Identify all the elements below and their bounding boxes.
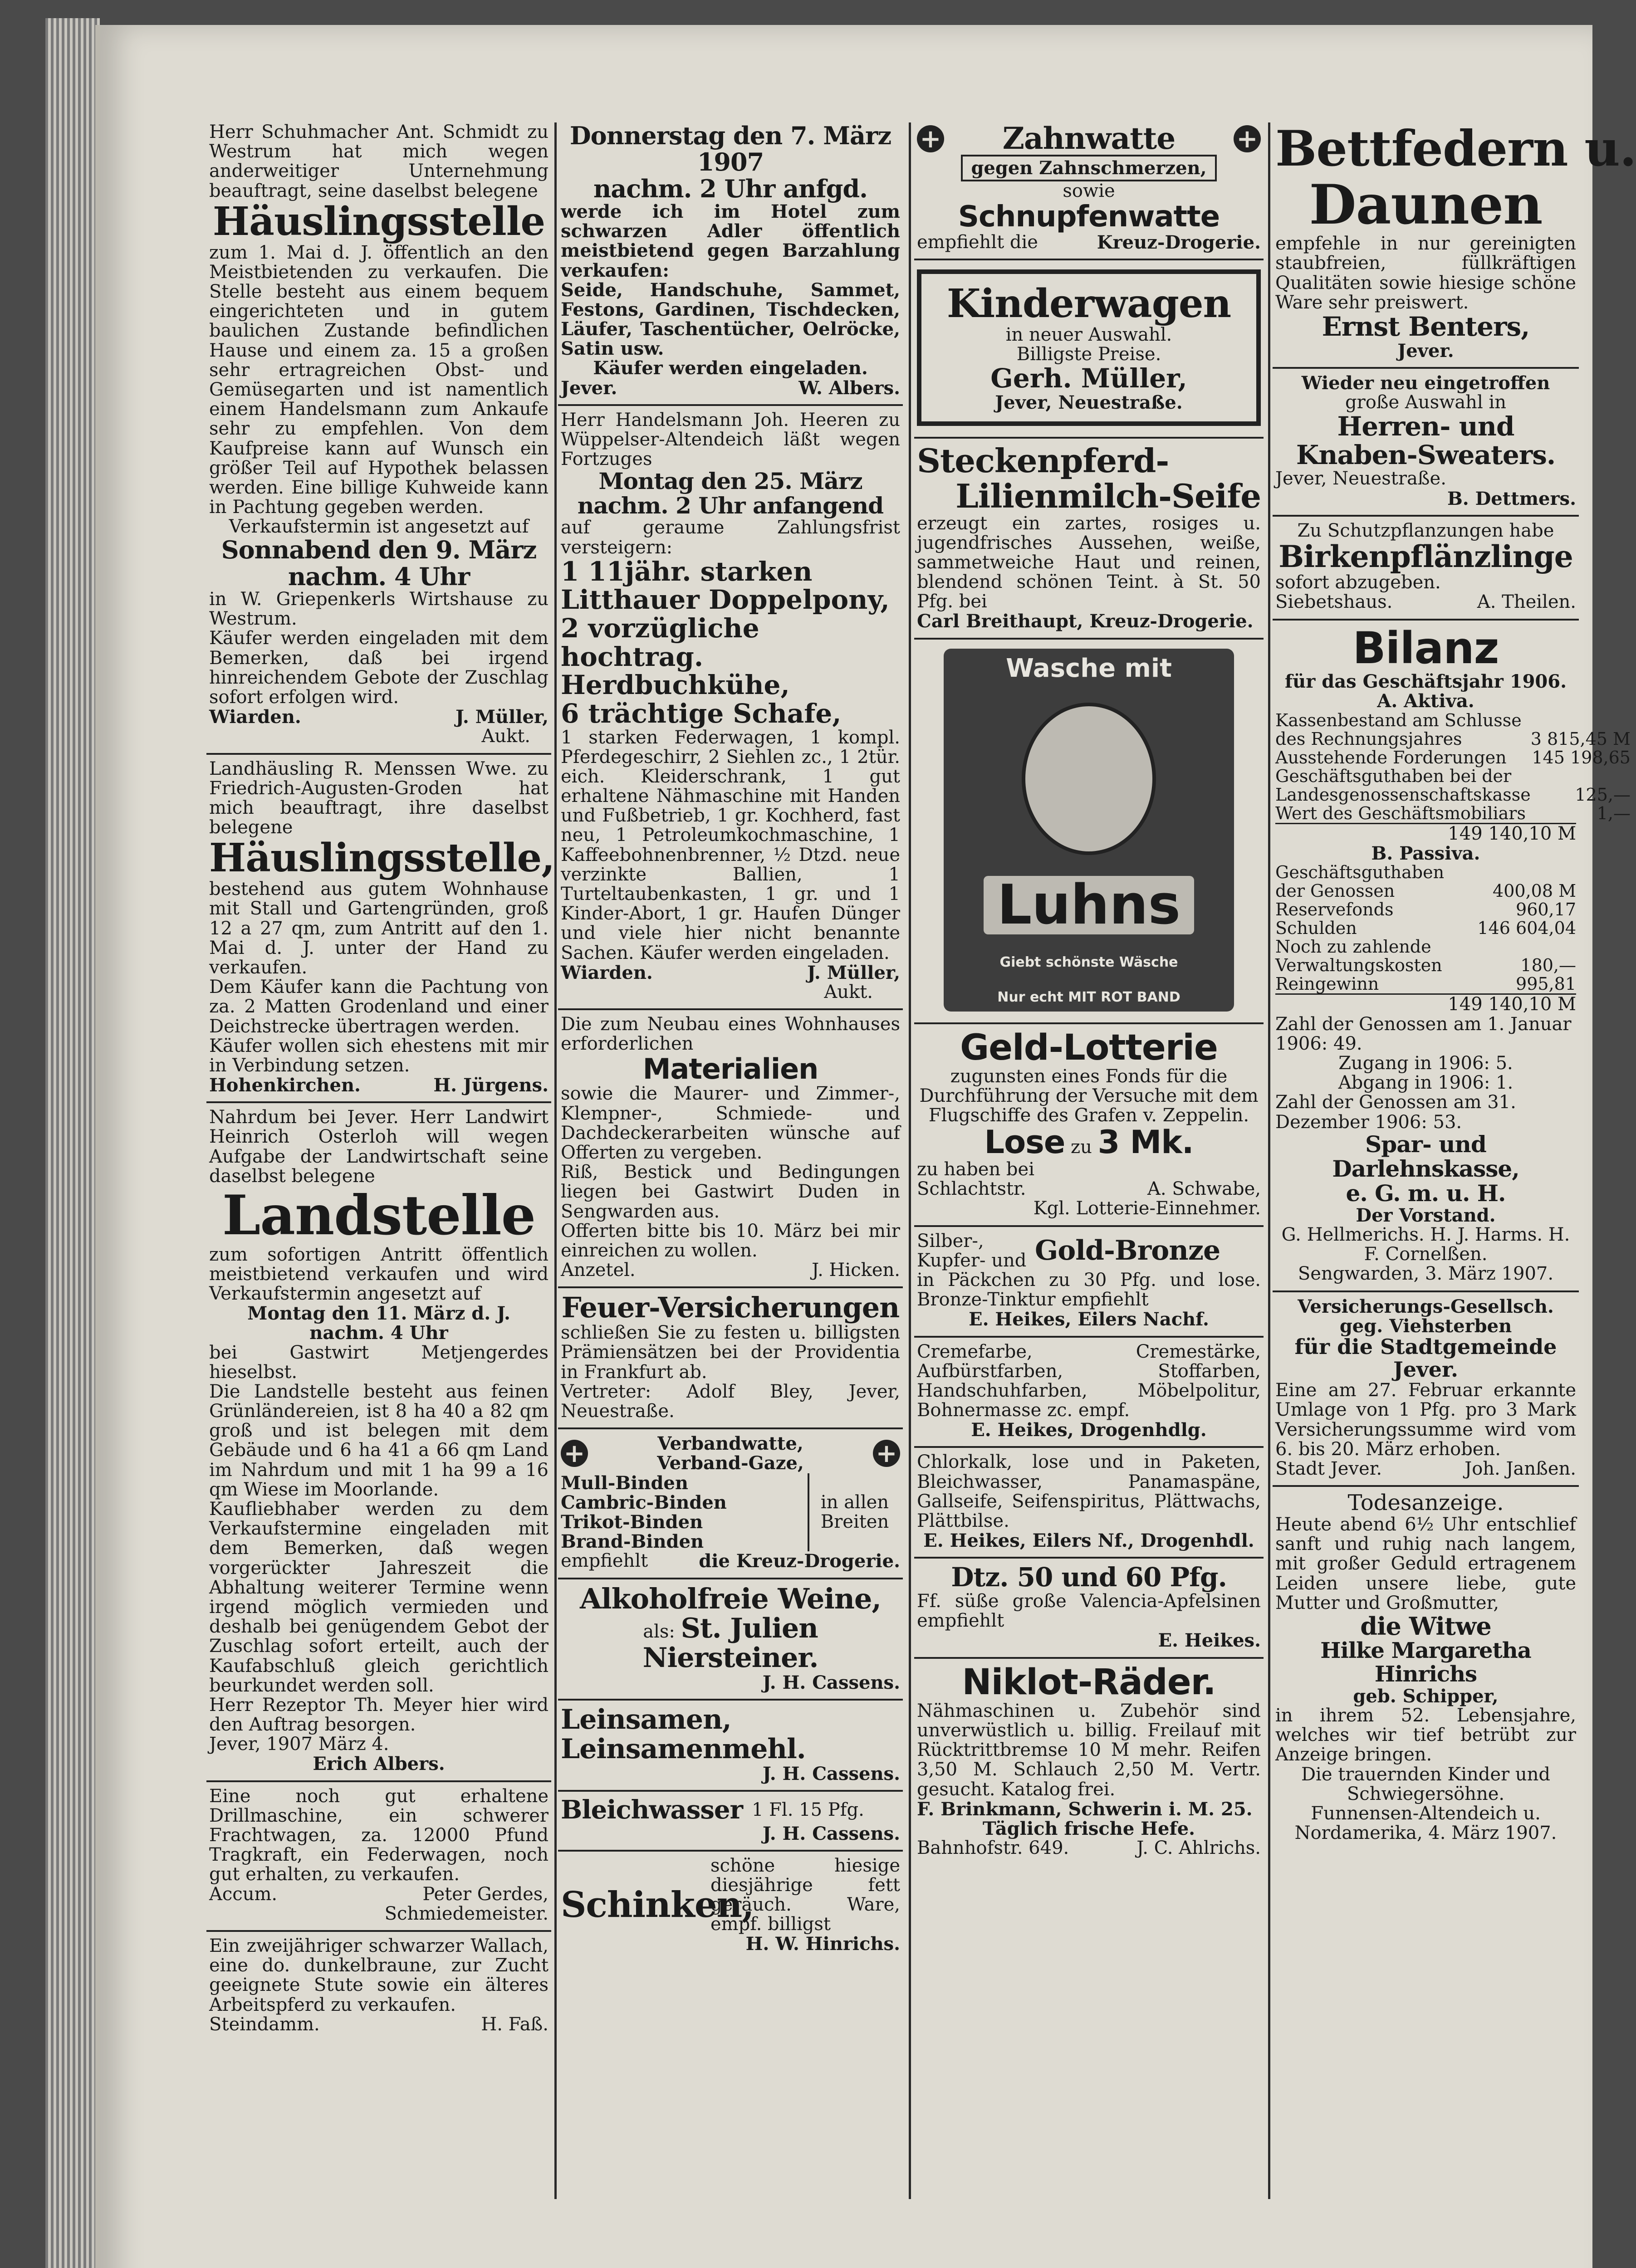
ad-body: werde ich im Hotel zum schwarzen Adler öffentlich meistbietend gegen Barzahlung verkaufen: [561, 200, 900, 281]
ad-signature [209, 1075, 549, 1095]
ad-chlorkalk [914, 1448, 1264, 1559]
ad-headline: Verbandwatte, [657, 1433, 803, 1455]
ad-geld-lotterie [914, 1024, 1264, 1227]
ad-headline: Herren- und Knaben-Sweaters. [1296, 411, 1556, 470]
ad-text: Käufer werden eingeladen. [593, 357, 868, 379]
ad-headline: Materialien [642, 1052, 818, 1085]
binden-item: Cambric-Binden [561, 1491, 727, 1513]
ad-body: Vertreter: Adolf Bley, Jever, Neuestraße. [561, 1381, 900, 1422]
binden-item: Mull-Binden [561, 1472, 688, 1494]
sig-place: Anzetel. [561, 1260, 636, 1281]
ad-signature [209, 2015, 549, 2034]
ad-signature [561, 378, 900, 398]
ad-slogan: Giebt schönste Wäsche [999, 954, 1178, 970]
ad-headline: für die Stadtgemeinde Jever. [1294, 1334, 1557, 1382]
sig-name: E. Heikes, Eilers Nachf. [969, 1309, 1209, 1330]
red-cross-icon: + [917, 125, 944, 152]
sig-name: B. Dettmers. [1447, 488, 1576, 509]
ad-body: Die Landstelle besteht aus feinen Grünländereien, ist 8 ha 40 a 82 qm groß und ist belegen mit dem Gebäude und 6 ha 41 a 66 qm Land im Nahrdum und mit 1 ha 99 a 16 qm Wiese im Moorlande. [209, 1381, 549, 1500]
ad-viehversicherung [1273, 1292, 1579, 1487]
ad-headline: Gold-Bronze [1035, 1235, 1220, 1267]
ad-intro: Die zum Neubau eines Wohnhauses erforderlichen [561, 1014, 900, 1055]
ad-haeuslingsstelle-westrum [206, 118, 551, 755]
ad-body: Offerten bitte bis 10. März bei mir einreichen zu wollen. [561, 1220, 900, 1261]
ad-signature [561, 1551, 900, 1571]
book-spine [45, 18, 100, 2268]
ad-alkoholfreie-weine [558, 1579, 903, 1701]
sig-place: Bahnhofstr. 649. [917, 1838, 1069, 1859]
ad-text: zu haben bei [917, 1159, 1034, 1180]
balance-row [1275, 748, 1631, 767]
ad-item: Lose [984, 1124, 1065, 1161]
column-rule [909, 122, 911, 2199]
ad-text: in neuer Auswahl. [1005, 324, 1172, 345]
ad-body: zugunsten eines Fonds für die Durchführung der Versuche mit dem Flugschiffe des Grafen v. Zeppelin. [919, 1066, 1259, 1126]
ad-body: Riß, Bestick und Bedingungen liegen bei Gastwirt Duden in Sengwarden aus. [561, 1162, 900, 1222]
sig-name: W. Albers. [798, 377, 900, 399]
ad-text: Zahl der Genossen am 1. Januar 1906: 49. [1275, 1013, 1572, 1054]
sig-place: Hohenkirchen. [209, 1075, 361, 1096]
sig-title: Aukt. [824, 981, 873, 1002]
ad-text: bei Gastwirt Metjengerdes hieselbst. [209, 1342, 549, 1383]
ad-time: nachm. 2 Uhr anfgd. [593, 174, 867, 203]
balance-row [1275, 900, 1576, 919]
ad-text: große Auswahl in [1345, 391, 1506, 413]
sig-name: E. Heikes. [1158, 1630, 1261, 1652]
org-name: Spar- und Darlehnskasse, [1332, 1130, 1519, 1182]
ad-headline: Schinken, [561, 1884, 754, 1926]
ad-headline: Donnerstag den 7. März 1907 [569, 121, 891, 177]
sig-place: Schlachtstr. [917, 1178, 1026, 1200]
ad-headline: Kinderwagen [946, 280, 1231, 327]
ad-text: Die trauernden Kinder und Schwiegersöhne. [1301, 1764, 1551, 1804]
column-4 [1273, 118, 1636, 2208]
ad-headline: Alkoholfreie Weine, [580, 1582, 881, 1615]
passiva-table [1275, 863, 1576, 993]
balance-label: Reservefonds [1275, 899, 1394, 920]
ad-frame [917, 269, 1261, 426]
ad-date: Sonnabend den 9. März [221, 535, 537, 565]
column-1 [206, 118, 555, 2208]
balance-label: Noch zu zahlende Verwaltungskosten [1275, 937, 1442, 976]
ad-text: empfiehlt die [917, 231, 1038, 253]
section-heading: B. Passiva. [1371, 843, 1480, 865]
balance-value: 146 604,04 [1477, 918, 1576, 938]
sig-name: J. Müller, [807, 962, 900, 983]
sig-name: Gerh. Müller, [990, 363, 1187, 394]
sig-name: die Kreuz-Drogerie. [699, 1550, 900, 1572]
ad-headline: Lilienmilch-Seife [955, 476, 1261, 515]
ad-body: zum sofortigen Antritt öffentlich meistbietend verkaufen und wird Verkaufstermin angesetzt auf [209, 1244, 549, 1304]
ad-leinsamen [558, 1701, 903, 1792]
ad-headline: Häuslingsstelle, [209, 835, 555, 881]
ad-date: Jever, 1907 März 4. [209, 1734, 389, 1755]
sig-name: J. Müller, [456, 706, 549, 728]
ad-item: Leinsamenmehl. [561, 1733, 806, 1765]
sig-name: J. C. Ahlrichs. [1136, 1838, 1261, 1859]
sig-place: Jever. [561, 377, 617, 399]
sig-place: Stadt Jever. [1275, 1458, 1382, 1479]
sig-place: Accum. [209, 1883, 278, 1905]
sig-name: Joh. Janßen. [1465, 1458, 1576, 1479]
ad-text: sowie [1063, 181, 1115, 202]
ad-item: 6 trächtige Schafe, [561, 698, 842, 729]
ad-body: bestehend aus gutem Wohnhause mit Stall und Gartengründen, groß 12 a 27 qm, zum Antritt auf den 1. Mai d. J. unter der Hand zu verkaufen. [209, 879, 549, 978]
balance-label: Reingewinn [1275, 974, 1379, 994]
ad-body: in ihrem 52. Lebensjahre, welches wir tief betrübt zur Anzeige bringen. [1275, 1705, 1576, 1765]
ad-headline: Schnupfenwatte [958, 200, 1220, 234]
sig-place: Jever. [1397, 340, 1454, 362]
ad-body: Nähmaschinen u. Zubehör sind unverwüstlich u. billig. Freilauf mit Rücktrittbremse 10 M mehr. Reifen 3,50 M. Schlauch 2,50 M. Vertr. gesucht. Katalog frei. [917, 1700, 1261, 1800]
ad-item: St. Julien [681, 1613, 818, 1645]
ad-headline: Bettfedern u. [1275, 120, 1636, 177]
ad-bettfedern [1273, 118, 1636, 369]
balance-value: 180,— [1520, 955, 1576, 976]
ad-text: in allen Breiten [820, 1491, 889, 1532]
ad-headline: Birkenpflänzlinge [1278, 538, 1573, 574]
ad-luhns [914, 640, 1264, 1024]
brand-logo: Luhns [984, 876, 1194, 935]
sig-name: Carl Breithaupt, Kreuz-Drogerie. [917, 611, 1254, 632]
ad-body: 1 starken Federwagen, 1 kompl. Pferdegeschirr, 2 Siehlen zc., 1 2tür. eich. Kleiderschrank, 1 gut erhaltene Nähmaschine mit Handen und Fußbetrieb, 1 gr. Kochherd, fast neu, 1 Petroleumkochmaschine, 1 Kaffeebohnenbrenner, ½ Dtzd. neue verzinkte Ballien, 1 Turteltaubenkasten, 1 gr. und 1 Kinder-Abort, 1 gr. Haufen Dünger und viele hier nicht benannte Sachen. Käufer werden eingeladen. [561, 727, 900, 963]
ad-text: Der Vorstand. [1356, 1204, 1496, 1226]
ad-birkenpflaenzlinge [1273, 517, 1579, 621]
ad-text: Käufer werden eingeladen mit dem Bemerken, daß bei irgend hinreichendem Gebote der Zuschlag sofort erfolgen wird. [209, 628, 549, 708]
balance-row [1275, 711, 1631, 748]
sig-name: H. Jürgens. [433, 1075, 549, 1096]
red-cross-icon: + [1234, 125, 1261, 152]
ad-price: 1 Fl. 15 Pfg. [752, 1799, 864, 1820]
ad-headline: Niklot-Räder. [962, 1662, 1216, 1703]
ad-headline: Verband-Gaze, [657, 1452, 804, 1474]
ad-intro: Herr Schuhmacher Ant. Schmidt zu Westrum hat mich wegen anderweitiger Unternehmung beauftragt, seine daselbst belegene [209, 122, 549, 201]
ad-headline: Feuer-Versicherungen [561, 1291, 900, 1325]
ad-auction-heeren [558, 406, 903, 1010]
column-3 [914, 118, 1264, 2208]
ad-date: Funnensen-Altendeich u. Nordamerika, 4. März 1907. [1294, 1803, 1557, 1844]
balance-label: Schulden [1275, 918, 1357, 938]
aktiva-total: 149 140,10 M [1275, 823, 1576, 844]
sig-name: E. Heikes, Eilers Nf., Drogenhdl. [923, 1530, 1254, 1552]
ad-kinderwagen [914, 260, 1264, 439]
ad-body: Käufer wollen sich ehestens mit mir in Verbindung setzen. [209, 1035, 549, 1076]
ad-body: Eine am 27. Februar erkannte Umlage von 1 Pfg. pro 3 Mark Versicherungssumme wird vom 6. bis 20. März erhoben. [1275, 1380, 1576, 1460]
ad-body: schöne hiesige diesjährige fett geräuch. Ware, empf. billigst [710, 1855, 900, 1935]
sig-name: A. Schwabe, [1147, 1178, 1261, 1200]
ad-signature [209, 1885, 549, 1904]
ad-zahnwatte [914, 118, 1264, 260]
ad-body: Ff. süße große Valencia-Apfelsinen empfiehlt [917, 1591, 1261, 1632]
luhns-illustration [944, 649, 1234, 1012]
ad-headline: Dtz. 50 und 60 Pfg. [951, 1562, 1227, 1593]
ad-signature [561, 1261, 900, 1280]
sig-name: H. W. Hinrichs. [745, 1933, 900, 1955]
ad-address: Jever, Neuestraße. [995, 391, 1183, 413]
sig-title: Aukt. [481, 726, 530, 747]
ad-boxed-text: gegen Zahnschmerzen, [961, 155, 1216, 181]
ad-body: Kaufliebhaber werden zu dem Verkaufstermine eingeladen mit dem Bemerken, daß wegen vorgerückter Jahreszeit die Abhaltung weiterer Termine wenn irgend möglich vermieden und deshalb bei genügendem Gebot der Zuschlag sofort erteilt, auch der Kaufabschluß gleich gerichtlich beurkundet werden soll. [209, 1499, 549, 1696]
ad-sweaters [1273, 369, 1579, 517]
ad-bilanz [1273, 621, 1631, 1292]
ad-body: Ein zweijähriger schwarzer Wallach, eine do. dunkelbraune, zur Zucht geeignete Stute sowie ein älteres Arbeitspferd zu verkaufen. [209, 1935, 549, 2015]
ad-text: Verkaufstermin ist angesetzt auf [229, 516, 529, 538]
sig-place: Wiarden. [561, 962, 653, 983]
ad-headline: Bleichwasser [561, 1795, 743, 1825]
balance-row [1275, 975, 1576, 993]
binden-list [561, 1473, 809, 1552]
ad-schinken [558, 1852, 903, 1960]
ad-steckenpferd [914, 439, 1264, 640]
ad-body: Eine noch gut erhaltene Drillmaschine, ein schwerer Frachtwagen, za. 12000 Pfund Tragkraft, ein Federwagen, noch gut erhalten, zu verkaufen. [209, 1785, 549, 1885]
balance-value: 145 198,65 [1532, 747, 1631, 767]
ad-signature [917, 1179, 1261, 1199]
balance-value: 3 815,45 M [1530, 728, 1631, 749]
ad-subheadline: für das Geschäftsjahr 1906. [1284, 671, 1567, 693]
ad-headline: Geld-Lotterie [960, 1027, 1218, 1068]
ad-item: Niersteiner. [642, 1642, 818, 1674]
ad-text: zu [1071, 1137, 1092, 1158]
ad-auction-albers [558, 118, 903, 406]
ad-body: sofort abzugeben. [1275, 572, 1441, 593]
aktiva-table [1275, 711, 1631, 823]
balance-row [1275, 863, 1576, 900]
ad-materialien [558, 1010, 903, 1288]
ad-text: Zahl der Genossen am 31. Dezember 1906: 53. [1275, 1092, 1516, 1133]
ad-item: Leinsamen, [561, 1704, 731, 1736]
balance-value: 1,— [1597, 803, 1631, 823]
balance-label: Kassenbestand am Schlusse des Rechnungsjahres [1275, 710, 1522, 749]
ad-item: 2 vorzügliche hochtrag. Herdbuchkühe, [561, 613, 790, 701]
sig-name: J. Hicken. [812, 1260, 900, 1281]
ad-headline: Versicherungs-Gesellsch. geg. Viehsterben [1298, 1295, 1554, 1337]
sig-name: A. Theilen. [1477, 591, 1576, 613]
ad-headline: Zahnwatte [1002, 121, 1176, 156]
sig-name: J. H. Cassens. [762, 1763, 900, 1784]
red-cross-icon: + [873, 1440, 900, 1467]
ad-text: Silber-, Kupfer- und [917, 1230, 1027, 1271]
ad-date: Sengwarden, 3. März 1907. [1298, 1263, 1554, 1285]
sig-name: Peter Gerdes, [422, 1883, 549, 1905]
ad-text: empfiehlt [561, 1550, 648, 1572]
ad-signature [209, 707, 549, 727]
ad-headline: Häuslingsstelle [212, 198, 545, 244]
ad-text: in W. Griepenkerls Wirtshause zu Westrum. [209, 589, 549, 630]
ad-bleichwasser [558, 1792, 903, 1852]
sig-name: J. H. Cassens. [762, 1823, 900, 1844]
ad-price: 3 Mk. [1097, 1124, 1194, 1161]
balance-label: Geschäftsguthaben der Genossen [1275, 862, 1445, 901]
ad-haeuslingsstelle-groden [206, 755, 555, 1104]
balance-value: 960,17 [1516, 899, 1576, 920]
sig-title: Kgl. Lotterie-Einnehmer. [1033, 1198, 1261, 1219]
sig-name: Kreuz-Drogerie. [1097, 231, 1261, 253]
balance-label: Ausstehende Forderungen [1275, 747, 1507, 767]
ad-text: Abgang in 1906: 1. [1338, 1072, 1514, 1094]
sig-place: Siebetshaus. [1275, 591, 1393, 613]
balance-row [1275, 767, 1631, 804]
boy-illustration-icon [1022, 703, 1156, 855]
ad-apfelsinen [914, 1559, 1264, 1658]
ad-signature [1275, 1459, 1576, 1479]
passiva-total: 149 140,10 M [1275, 993, 1576, 1014]
ad-body: empfehle in nur gereinigten staubfreien, füllkräftigen Qualitäten sowie hiesige schöne Ware sehr preiswert. [1275, 233, 1576, 313]
ad-headline: Wasche mit [1006, 653, 1172, 683]
ad-body: Cremefarbe, Cremestärke, Aufbürstfarben, Stoffarben, Handschuhfarben, Möbelpolitur, Bohnermasse zc. empf. [917, 1341, 1261, 1421]
balance-value: 995,81 [1516, 974, 1576, 994]
balance-label: Geschäftsguthaben bei der Landesgenossenschaftskasse [1275, 766, 1531, 805]
ad-signature [917, 233, 1261, 252]
ad-intro: Herr Handelsmann Joh. Heeren zu Wüppelser-Altendeich läßt wegen Fortzuges [561, 409, 900, 470]
sig-name: H. Faß. [481, 2014, 549, 2035]
sig-title: Schmiedemeister. [384, 1903, 549, 1924]
ad-body: erzeugt ein zartes, rosiges u. jugendfrisches Aussehen, weiße, sammetweiche Haut und reinen, blendend schönen Teint. à St. 50 Pfg. bei [917, 513, 1261, 612]
ad-headline: Wieder neu eingetroffen [1301, 372, 1550, 394]
column-2 [558, 118, 903, 2208]
balance-row [1275, 919, 1576, 938]
ad-time: nachm. 2 Uhr anfangend [577, 492, 884, 519]
ad-body: in Päckchen zu 30 Pfg. und lose. Bronze-Tinktur empfiehlt [917, 1269, 1261, 1310]
ad-intro: Zu Schutzpflanzungen habe [1297, 520, 1554, 541]
sig-name: E. Heikes, Drogenhdlg. [971, 1419, 1207, 1441]
ad-body: Heute abend 6½ Uhr entschlief sanft und ruhig nach langem, mit großer Geduld ertragenem Leiden unsere liebe, gute Mutter und Großmutter, [1275, 1514, 1576, 1613]
ad-headline: Daunen [1309, 172, 1543, 237]
ad-time: nachm. 4 Uhr [288, 562, 470, 591]
ad-gold-bronze [914, 1227, 1264, 1338]
ad-text: als: [643, 1621, 675, 1642]
column-rule [554, 122, 557, 2199]
column-rule [1268, 122, 1270, 2199]
ad-feuer-versicherungen [558, 1288, 903, 1429]
ad-body: Chlorkalk, lose und in Paketen, Bleichwasser, Panamaspäne, Gallseife, Seifenspiritus, Plättwachs, Plättbilse. [917, 1452, 1261, 1532]
sig-place: Jever, Neuestraße. [1275, 468, 1446, 489]
ad-date: Montag den 25. März [598, 468, 862, 495]
ad-body: Herr Rezeptor Th. Meyer hier wird den Auftrag besorgen. [209, 1694, 549, 1735]
binden-item: Brand-Binden [561, 1531, 704, 1553]
ad-body: sowie die Maurer- und Zimmer-, Klempner-, Schmiede- und Dachdeckerarbeiten wünsche auf Offerten zu vergeben. [561, 1083, 900, 1163]
ad-signature [917, 1838, 1261, 1858]
section-heading: A. Aktiva. [1377, 690, 1474, 712]
ad-niklot-raeder [914, 1659, 1264, 1865]
sig-name: Erich Albers. [313, 1753, 445, 1775]
ad-headline: Todesanzeige. [1347, 1490, 1504, 1516]
balance-value: 400,08 M [1493, 881, 1576, 901]
org-name: e. G. m. u. H. [1346, 1179, 1506, 1207]
ad-slogan: Nur echt MIT ROT BAND [997, 989, 1180, 1006]
ad-text: Zugang in 1906: 5. [1338, 1053, 1513, 1074]
sig-name: J. H. Cassens. [762, 1672, 900, 1694]
ad-headline: Landstelle [222, 1183, 536, 1247]
ad-body: zum 1. Mai d. J. öffentlich an den Meistbietenden zu verkaufen. Die Stelle besteht aus einem bequem eingerichteten und in gutem baulichen Zustande befindlichen Hause und einem za. 15 a großen sehr ertragreichen Obst- und Gemüsegarten und ist namentlich einem Handelsmann zum Ankaufe sehr zu empfehlen. Von dem Kaufpreise kann auf Wunsch ein größer Teil auf Hypothek belassen werden. Eine billige Kuhweide kann in Pachtung gegeben werden. [209, 242, 549, 518]
deceased-name: geb. Schipper, [1353, 1685, 1499, 1707]
ad-headline: Steckenpferd- [917, 441, 1169, 480]
ad-headline: Täglich frische Hefe. [982, 1818, 1195, 1839]
deceased-name: die Witwe [1360, 1611, 1491, 1641]
balance-value: 125,— [1575, 784, 1631, 805]
binden-item: Trikot-Binden [561, 1511, 703, 1533]
sig-name: Ernst Benters, [1322, 311, 1530, 342]
ad-items: Seide, Handschuhe, Sammet, Festons, Gardinen, Tischdecken, Läufer, Taschentücher, Oelröcke, Satin usw. [561, 279, 900, 360]
ad-body: Dem Käufer kann die Pachtung von za. 2 Matten Grodenland und einer Deichstrecke übertragen werden. [209, 977, 549, 1037]
ad-date: Montag den 11. März d. J. nachm. 4 Uhr [247, 1303, 510, 1344]
ad-verbandwatte [558, 1429, 903, 1579]
ad-signature [1275, 592, 1576, 612]
deceased-name: Hilke Margaretha Hinrichs [1320, 1638, 1531, 1687]
sig-place: Steindamm. [209, 2014, 320, 2035]
ad-todesanzeige [1273, 1487, 1579, 1849]
ad-intro: Nahrdum bei Jever. Herr Landwirt Heinrich Osterloh will wegen Aufgabe der Landwirtschaft seine daselbst belegene [209, 1107, 549, 1187]
ad-signature [561, 963, 900, 982]
ad-intro: Landhäusling R. Menssen Wwe. zu Friedrich-Augusten-Groden hat mich beauftragt, ihre daselbst belegene [209, 758, 549, 838]
ad-headline: Bilanz [1352, 622, 1499, 674]
ad-item: 1 11jähr. starken Litthauer Doppelpony, [561, 556, 890, 616]
ad-wallach [206, 1932, 551, 2041]
ad-drillmaschine [206, 1782, 551, 1932]
ad-cremefarbe [914, 1338, 1264, 1448]
ad-text: Billigste Preise. [1016, 344, 1161, 365]
ad-body: schließen Sie zu festen u. billigsten Prämiensätzen bei der Providentia in Frankfurt ab. [561, 1322, 900, 1383]
balance-row [1275, 804, 1631, 823]
ad-landstelle [206, 1103, 551, 1782]
balance-label: Wert des Geschäftsmobiliars [1275, 803, 1526, 823]
balance-row [1275, 938, 1576, 975]
sig-name: F. Brinkmann, Schwerin i. M. 25. [917, 1798, 1253, 1820]
ad-body: auf geraume Zahlungsfrist versteigern: [561, 517, 900, 558]
red-cross-icon: + [561, 1440, 588, 1467]
sig-names: G. Hellmerichs. H. J. Harms. H. F. Cornelßen. [1281, 1224, 1570, 1265]
sig-place: Wiarden. [209, 706, 301, 728]
